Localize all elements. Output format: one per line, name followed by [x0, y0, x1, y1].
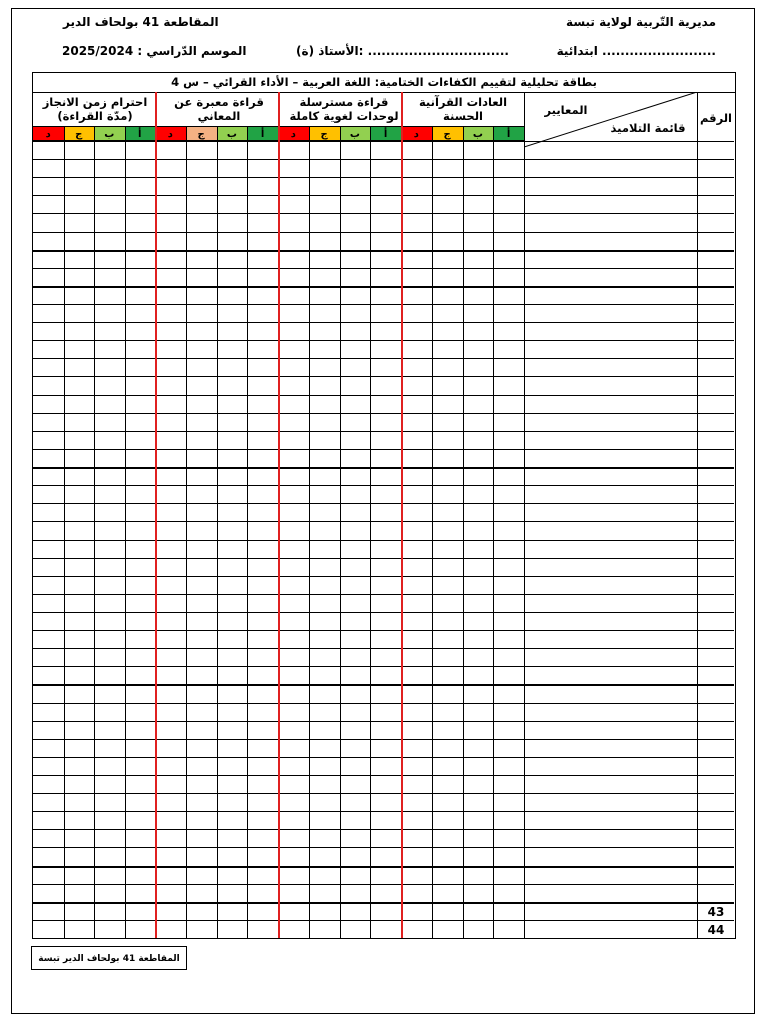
grade-cell-1-4: د: [401, 126, 432, 141]
school-label: ابتدائية .........................: [556, 44, 716, 58]
row-line: [33, 811, 734, 812]
column-line: [493, 126, 494, 938]
column-line: [524, 92, 525, 938]
row-line: [33, 884, 734, 885]
grade-cell-4-3: ج: [64, 126, 95, 141]
row-line: [33, 395, 734, 396]
criterion-fluent-reading: قراءة مسترسلة لوحدات لغوية كاملة: [289, 95, 399, 123]
row-line: [33, 866, 734, 868]
grade-cell-4-2: ب: [94, 126, 125, 141]
row-line: [33, 666, 734, 667]
grade-cell-3-2: ب: [217, 126, 248, 141]
row-line: [33, 141, 734, 142]
grade-cell-3-1: أ: [247, 126, 278, 141]
row-line: [33, 757, 734, 758]
district-label: المقاطعة 41 بولحاف الدير: [63, 15, 219, 29]
row-line: [33, 938, 734, 939]
row-line: [33, 721, 734, 722]
column-line: [217, 126, 218, 938]
row-line: [33, 250, 734, 252]
grade-cell-1-3: ج: [432, 126, 463, 141]
teacher-label: الأستاذ (ة): ...............................: [296, 44, 509, 58]
row-line: [33, 576, 734, 577]
row-line: [33, 358, 734, 359]
row-line: [33, 739, 734, 740]
column-line: [94, 126, 95, 938]
row-line: [33, 340, 734, 341]
row-line: [33, 503, 734, 504]
grade-cell-4-4: د: [33, 126, 64, 141]
column-line: [125, 126, 126, 938]
grade-cell-4-1: أ: [125, 126, 156, 141]
grade-cell-3-3: ج: [186, 126, 217, 141]
row-line: [33, 413, 734, 414]
row-line: [33, 376, 734, 377]
grade-cell-2-3: ج: [309, 126, 340, 141]
column-line: [64, 126, 65, 938]
row-line: [33, 467, 734, 469]
row-line: [33, 232, 734, 233]
column-line: [432, 126, 433, 938]
row-line: [33, 449, 734, 450]
row-line: [33, 268, 734, 269]
number-column-header: الرقم: [700, 111, 732, 125]
column-line: [370, 126, 371, 938]
grade-cell-1-2: ب: [463, 126, 494, 141]
row-number: 44: [707, 922, 725, 937]
assessment-sheet: [32, 72, 736, 939]
row-line: [33, 159, 734, 160]
district-stamp: المقاطعة 41 بولحاف الدير تبسة: [31, 946, 187, 970]
row-line: [33, 485, 734, 486]
column-line: [247, 126, 248, 938]
row-line: [33, 322, 734, 323]
row-line: [33, 286, 734, 288]
row-line: [33, 684, 734, 686]
criteria-header: المعايير: [544, 103, 588, 117]
criterion-time-respect: احترام زمن الانجاز (مدّة القراءة): [42, 95, 148, 123]
season-label: الموسم الدّراسي : 2025/2024: [62, 44, 247, 58]
row-line: [33, 793, 734, 794]
sheet-title: بطاقة تحليلية لتقييم الكفاءات الختامية: اللغة العربية – الأداء القرائي – س 4: [33, 73, 735, 93]
grade-cell-2-4: د: [278, 126, 309, 141]
row-line: [33, 594, 734, 595]
row-line: [33, 648, 734, 649]
row-line: [33, 304, 734, 305]
students-header: قائمة التلاميذ: [610, 121, 686, 135]
row-line: [33, 431, 734, 432]
criterion-expressive-reading: قراءة معبرة عن المعاني: [174, 95, 264, 123]
row-line: [33, 775, 734, 776]
column-line: [697, 92, 698, 938]
row-line: [33, 829, 734, 830]
row-line: [33, 195, 734, 196]
grade-cell-2-2: ب: [340, 126, 371, 141]
row-line: [33, 920, 734, 921]
column-line: [309, 126, 310, 938]
grade-cell-1-1: أ: [493, 126, 524, 141]
criterion-separator: [278, 92, 280, 938]
row-line: [33, 630, 734, 631]
row-line: [33, 703, 734, 704]
row-line: [33, 213, 734, 214]
row-line: [33, 558, 734, 559]
row-line: [33, 612, 734, 613]
criterion-quran-habits: العادات القرآنية الحسنة: [418, 95, 508, 123]
row-number: 43: [707, 904, 725, 919]
grade-cell-2-1: أ: [370, 126, 401, 141]
row-line: [33, 540, 734, 541]
row-line: [33, 177, 734, 178]
column-line: [186, 126, 187, 938]
directorate-label: مديرية التّربية لولاية تبسة: [566, 15, 716, 29]
criterion-separator: [401, 92, 403, 938]
row-line: [33, 847, 734, 848]
column-line: [340, 126, 341, 938]
row-line: [33, 902, 734, 904]
grade-cell-3-4: د: [155, 126, 186, 141]
criterion-separator: [155, 92, 157, 938]
row-line: [33, 521, 734, 522]
column-line: [463, 126, 464, 938]
